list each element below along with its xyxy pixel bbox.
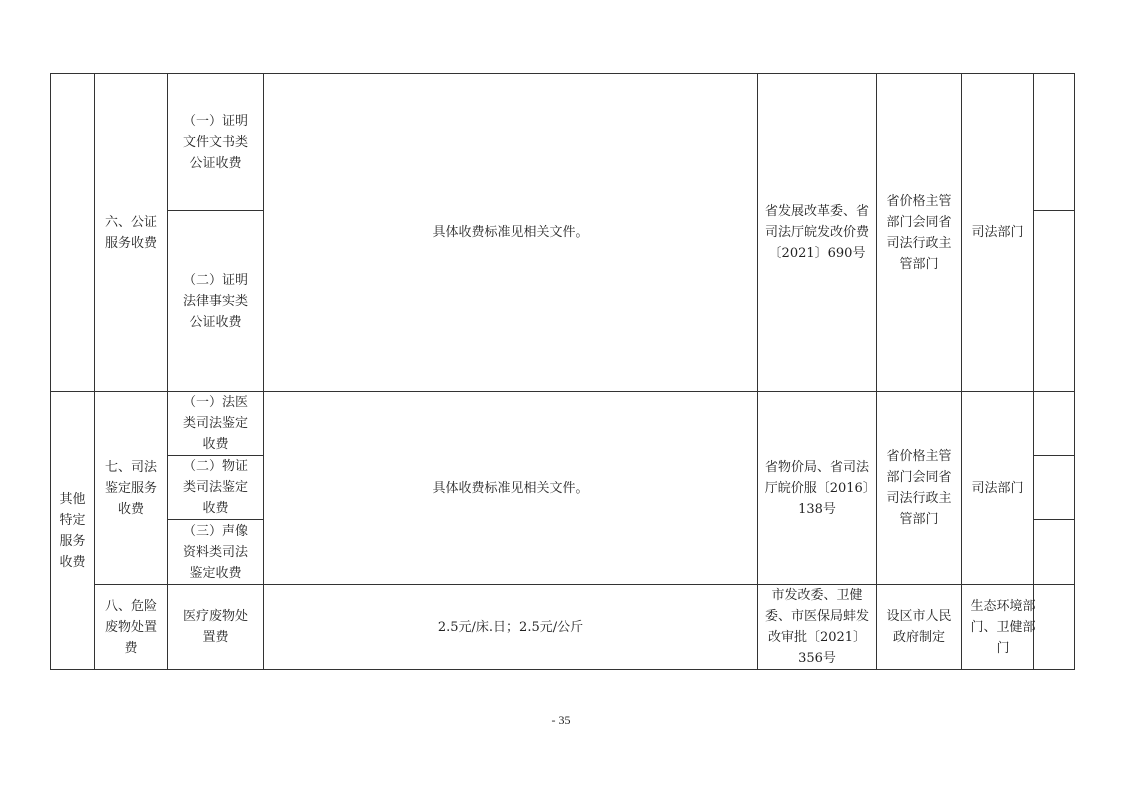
item-cell: （一）证明文件文书类公证收费: [168, 74, 264, 211]
authority-cell: 设区市人民政府制定: [877, 585, 962, 670]
table-row: [51, 74, 1075, 211]
remark-cell: [1034, 520, 1075, 585]
department-cell: 司法部门: [962, 74, 1034, 392]
remark-cell: [1034, 74, 1075, 211]
section-name-cell: 七、司法鉴定服务收费: [95, 392, 168, 585]
remark-cell: [1034, 392, 1075, 456]
item-cell: （二）物证类司法鉴定收费: [168, 456, 264, 520]
basis-cell: 市发改委、卫健委、市医保局蚌发改审批〔2021〕356号: [758, 585, 877, 670]
department-cell: 生态环境部门、卫健部门: [962, 585, 1034, 670]
table-row: [51, 585, 1075, 670]
item-cell: 医疗废物处置费: [168, 585, 264, 670]
category-cell-empty: [51, 74, 95, 392]
authority-cell: 省价格主管部门会同省司法行政主管部门: [877, 392, 962, 585]
item-cell: （一）法医类司法鉴定收费: [168, 392, 264, 456]
standard-cell: 具体收费标准见相关文件。: [264, 74, 758, 392]
item-cell: （二）证明法律事实类公证收费: [168, 211, 264, 392]
standard-cell: 2.5元/床.日；2.5元/公斤: [264, 585, 758, 670]
basis-cell: 省发展改革委、省司法厅皖发改价费〔2021〕690号: [758, 74, 877, 392]
table-row: [51, 392, 1075, 456]
category-cell: 其他特定服务收费: [51, 392, 95, 670]
department-cell: 司法部门: [962, 392, 1034, 585]
remark-cell: [1034, 585, 1075, 670]
standard-cell: 具体收费标准见相关文件。: [264, 392, 758, 585]
page-number: - 35: [551, 713, 571, 727]
section-name-cell: 八、危险废物处置费: [95, 585, 168, 670]
authority-cell: 省价格主管部门会同省司法行政主管部门: [877, 74, 962, 392]
item-cell: （三）声像资料类司法鉴定收费: [168, 520, 264, 585]
section-name-cell: 六、公证服务收费: [95, 74, 168, 392]
fee-table: [50, 73, 1075, 670]
remark-cell: [1034, 211, 1075, 392]
remark-cell: [1034, 456, 1075, 520]
basis-cell: 省物价局、省司法厅皖价服〔2016〕138号: [758, 392, 877, 585]
